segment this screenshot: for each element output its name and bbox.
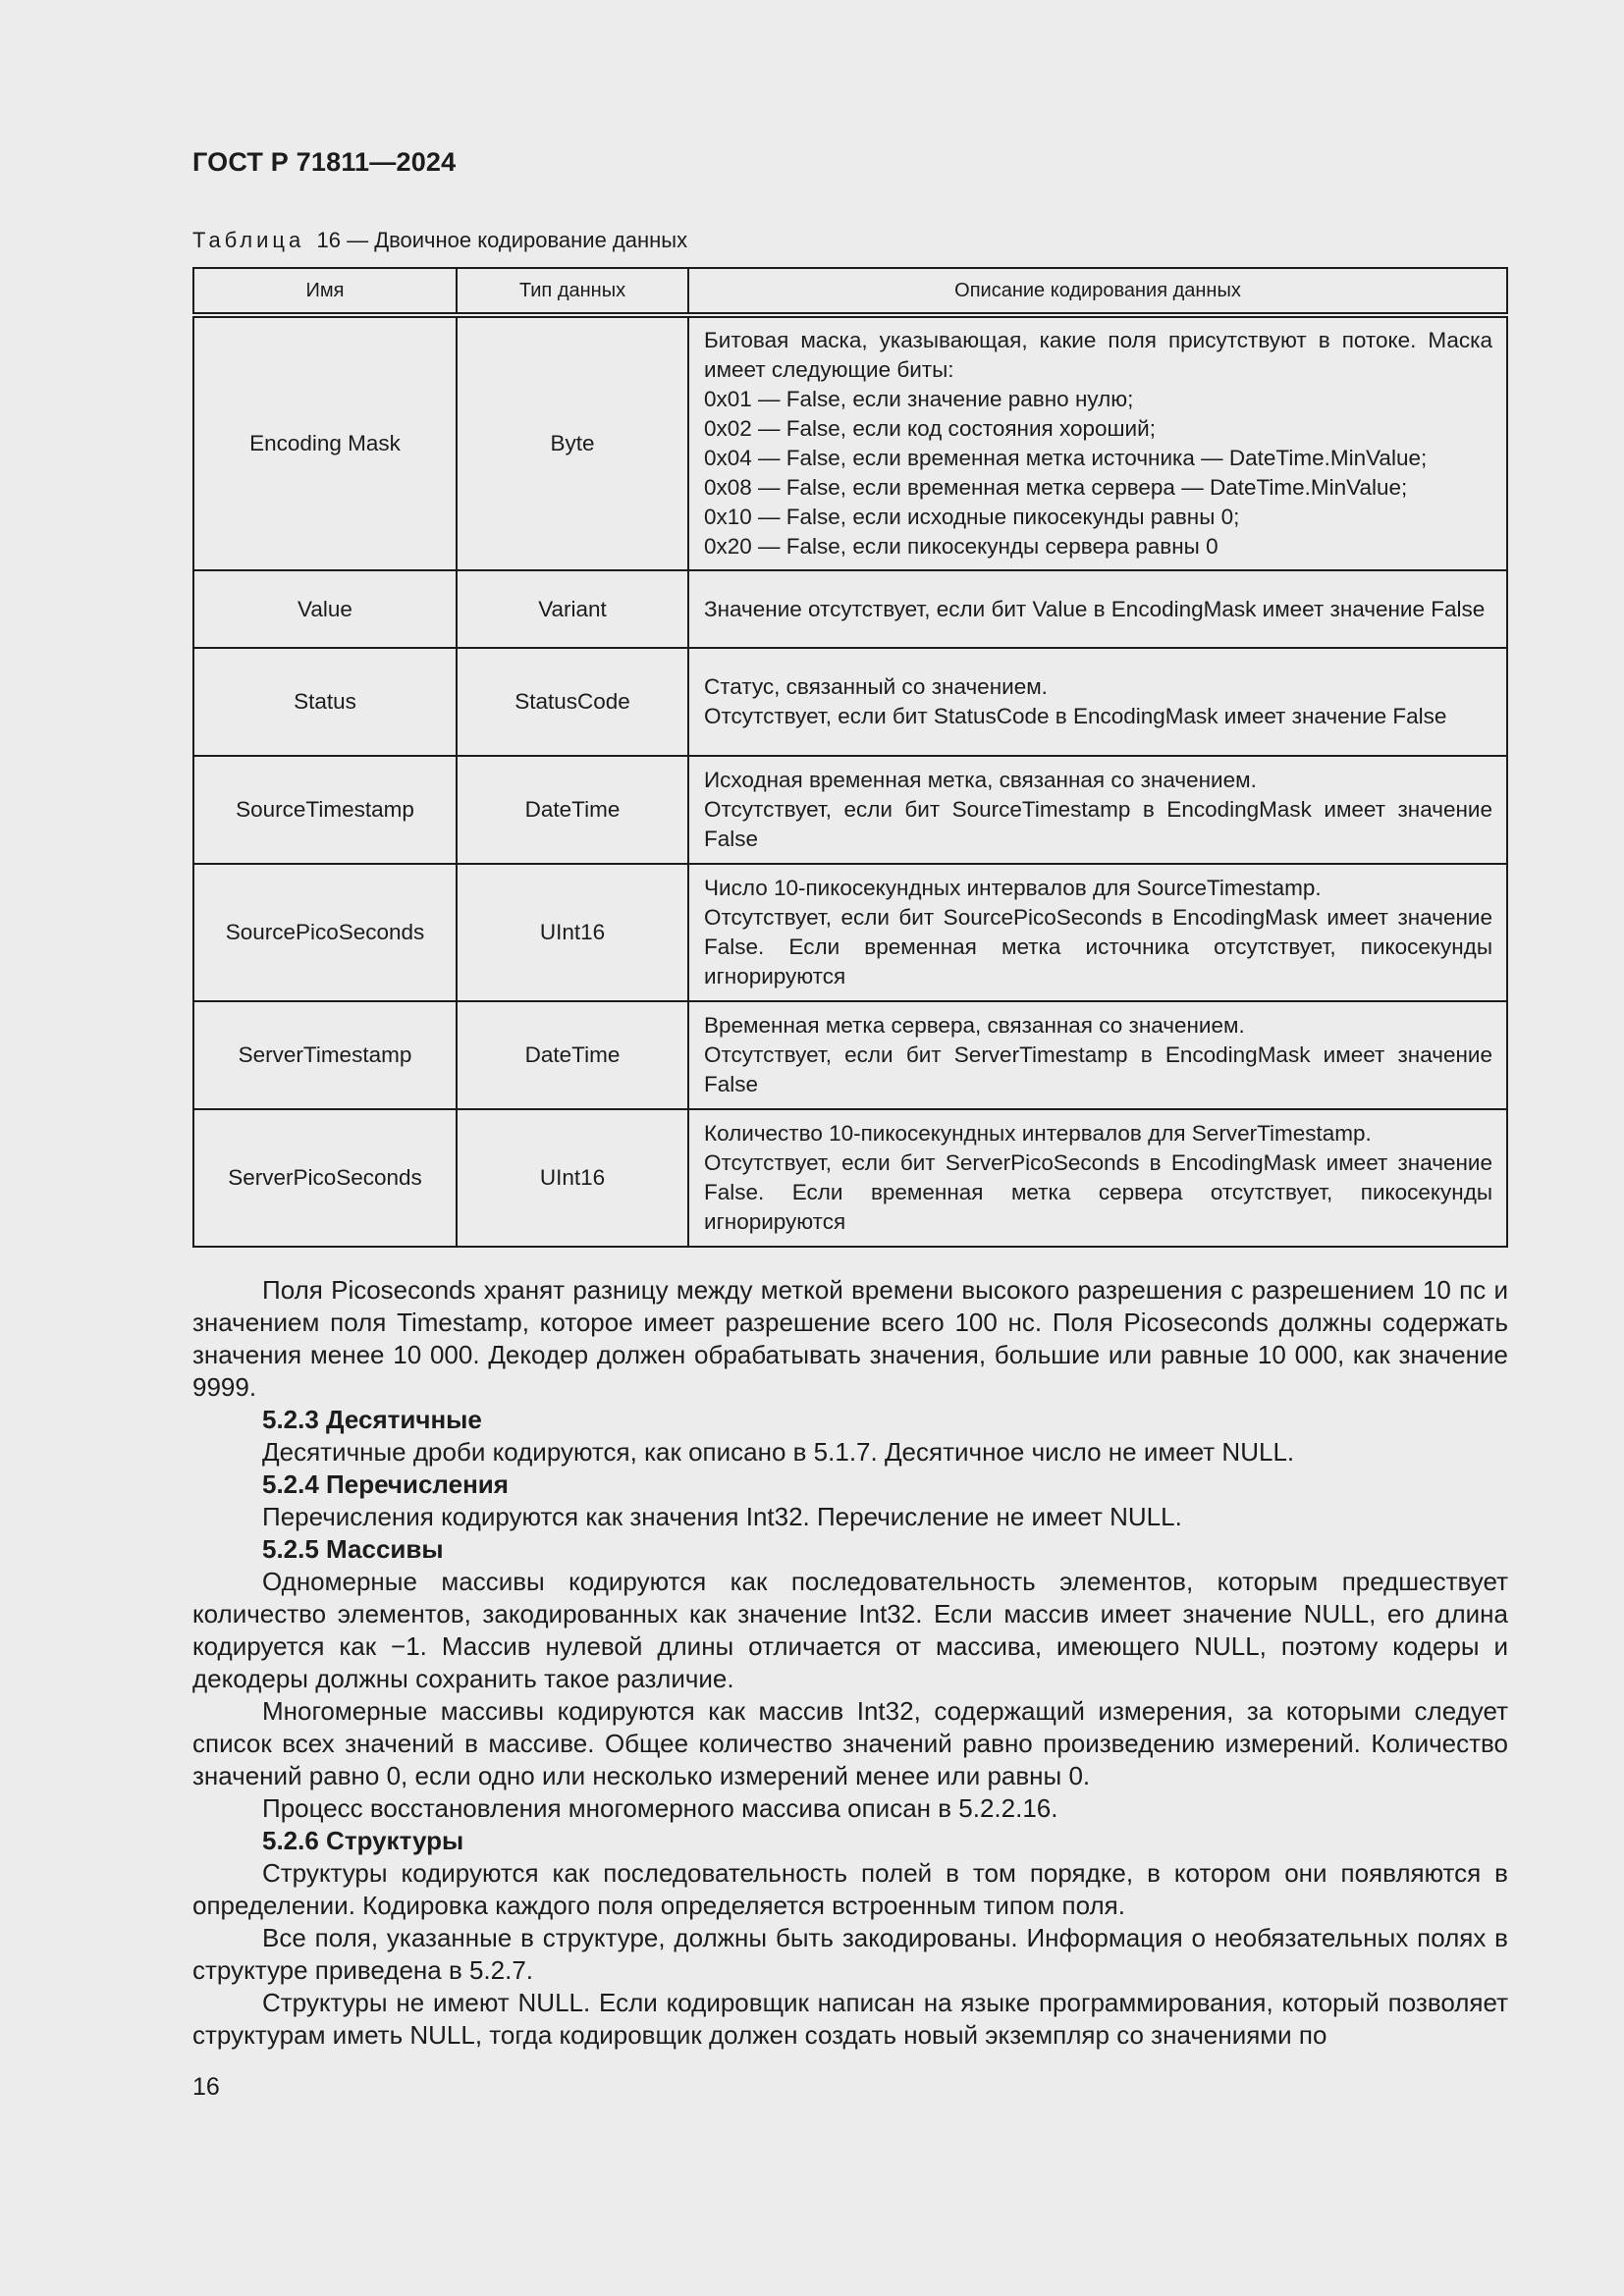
cell-name: Status bbox=[193, 648, 457, 756]
description-line: 0x20 — False, если пикосекунды сервера равны 0 bbox=[704, 534, 1218, 559]
description-line: Значение отсутствует, если бит Value в EncodingMask имеет значение False bbox=[704, 596, 1486, 621]
column-header-type: Тип данных bbox=[457, 268, 688, 315]
cell-type: DateTime bbox=[457, 1001, 688, 1109]
description-line: 0x01 — False, если значение равно нулю; bbox=[704, 387, 1134, 411]
cell-description bbox=[688, 648, 1507, 756]
cell-type: Variant bbox=[457, 570, 688, 648]
description-line: Количество 10-пикосекундных интервалов для ServerTimestamp. bbox=[704, 1121, 1372, 1146]
description-line: Отсутствует, если бит ServerPicoSeconds в EncodingMask имеет значение False. Если временная метка сервера отсутствует, пикосекунды игнорируются bbox=[704, 1150, 1492, 1234]
cell-type: UInt16 bbox=[457, 1109, 688, 1247]
paragraph-picoseconds: Поля Picoseconds хранят разницу между меткой времени высокого разрешения с разрешением 10 пс и значением поля Timestamp, которое имеет разрешение всего 100 нс. Поля Picoseconds должны содержать значения менее 10 000. Декодер должен обрабатывать значения, большие или равные 10 000, как значение 9999. bbox=[192, 1275, 1508, 1402]
description-line: Исходная временная метка, связанная со значением. bbox=[704, 768, 1257, 792]
column-header-description: Описание кодирования данных bbox=[688, 268, 1507, 315]
table-row bbox=[193, 756, 1507, 864]
cell-description bbox=[688, 1001, 1507, 1109]
cell-name: Value bbox=[193, 570, 457, 648]
cell-type: UInt16 bbox=[457, 864, 688, 1001]
paragraph-5-2-6-fields: Все поля, указанные в структуре, должны быть закодированы. Информация о необязательных полях в структуре приведена в 5.2.7. bbox=[192, 1923, 1508, 1985]
table-row bbox=[193, 315, 1507, 570]
cell-description bbox=[688, 864, 1507, 1001]
description-line: Статус, связанный со значением. bbox=[704, 674, 1048, 699]
description-line: Битовая маска, указывающая, какие поля присутствуют в потоке. Маска имеет следующие биты: bbox=[704, 328, 1492, 382]
cell-description bbox=[688, 756, 1507, 864]
description-line: 0x08 — False, если временная метка сервера — DateTime.MinValue; bbox=[704, 475, 1408, 500]
encoding-table bbox=[192, 267, 1508, 1248]
description-line: 0x10 — False, если исходные пикосекунды равны 0; bbox=[704, 505, 1240, 529]
heading-5-2-5: 5.2.5 Массивы bbox=[262, 1534, 444, 1564]
cell-name: ServerTimestamp bbox=[193, 1001, 457, 1109]
document-header: ГОСТ Р 71811—2024 bbox=[192, 147, 457, 177]
paragraph-5-2-4: Перечисления кодируются как значения Int32. Перечисление не имеет NULL. bbox=[262, 1502, 1182, 1531]
table-row bbox=[193, 864, 1507, 1001]
table-caption bbox=[192, 228, 687, 253]
heading-5-2-6: 5.2.6 Структуры bbox=[262, 1826, 464, 1855]
description-line: Временная метка сервера, связанная со значением. bbox=[704, 1013, 1245, 1038]
cell-type: DateTime bbox=[457, 756, 688, 864]
paragraph-5-2-3: Десятичные дроби кодируются, как описано в 5.1.7. Десятичное число не имеет NULL. bbox=[262, 1437, 1295, 1467]
body-text bbox=[192, 1274, 1508, 2052]
table-row bbox=[193, 1001, 1507, 1109]
description-line: Отсутствует, если бит SourceTimestamp в EncodingMask имеет значение False bbox=[704, 797, 1492, 851]
cell-name: Encoding Mask bbox=[193, 315, 457, 570]
paragraph-5-2-6-encoding: Структуры кодируются как последовательность полей в том порядке, в котором они появляются в определении. Кодировка каждого поля определяется встроенным типом поля. bbox=[192, 1858, 1508, 1920]
cell-name: SourceTimestamp bbox=[193, 756, 457, 864]
table-row bbox=[193, 648, 1507, 756]
heading-5-2-3: 5.2.3 Десятичные bbox=[262, 1405, 482, 1434]
heading-5-2-4: 5.2.4 Перечисления bbox=[262, 1469, 509, 1499]
cell-description bbox=[688, 315, 1507, 570]
cell-description bbox=[688, 570, 1507, 648]
description-line: 0x04 — False, если временная метка источника — DateTime.MinValue; bbox=[704, 446, 1428, 470]
paragraph-5-2-5-one-dimensional: Одномерные массивы кодируются как последовательность элементов, которым предшествует количество элементов, закодированных как значение Int32. Если массив имеет значение NULL, его длина кодируется как −1. Массив нулевой длины отличается от массива, имеющего NULL, поэтому кодеры и декодеры должны сохранить такое различие. bbox=[192, 1567, 1508, 1693]
paragraph-5-2-5-multidimensional: Многомерные массивы кодируются как массив Int32, содержащий измерения, за которыми следует список всех значений в массиве. Общее количество значений равно произведению измерений. Количество значений равно 0, если одно или несколько измерений менее или равны 0. bbox=[192, 1696, 1508, 1790]
cell-description bbox=[688, 1109, 1507, 1247]
cell-type: Byte bbox=[457, 315, 688, 570]
description-line: Отсутствует, если бит StatusCode в EncodingMask имеет значение False bbox=[704, 704, 1447, 728]
table-row bbox=[193, 570, 1507, 648]
cell-name: SourcePicoSeconds bbox=[193, 864, 457, 1001]
table-header-row bbox=[193, 268, 1507, 315]
paragraph-5-2-5-restore: Процесс восстановления многомерного массива описан в 5.2.2.16. bbox=[262, 1793, 1058, 1823]
column-header-name: Имя bbox=[193, 268, 457, 315]
description-line: 0x02 — False, если код состояния хороший; bbox=[704, 416, 1156, 441]
description-line: Отсутствует, если бит SourcePicoSeconds в EncodingMask имеет значение False. Если временная метка источника отсутствует, пикосекунды игнорируются bbox=[704, 905, 1492, 988]
description-line: Число 10-пикосекундных интервалов для SourceTimestamp. bbox=[704, 876, 1322, 900]
cell-type: StatusCode bbox=[457, 648, 688, 756]
paragraph-5-2-6-null: Структуры не имеют NULL. Если кодировщик написан на языке программирования, который позволяет структурам иметь NULL, тогда кодировщик должен создать новый экземпляр со значениями по bbox=[192, 1988, 1508, 2050]
description-line: Отсутствует, если бит ServerTimestamp в EncodingMask имеет значение False bbox=[704, 1042, 1492, 1096]
table-caption-label: Таблица bbox=[192, 228, 305, 252]
cell-name: ServerPicoSeconds bbox=[193, 1109, 457, 1247]
page-number: 16 bbox=[192, 2073, 220, 2101]
table-row bbox=[193, 1109, 1507, 1247]
table-caption-text: 16 — Двоичное кодирование данных bbox=[316, 228, 688, 252]
